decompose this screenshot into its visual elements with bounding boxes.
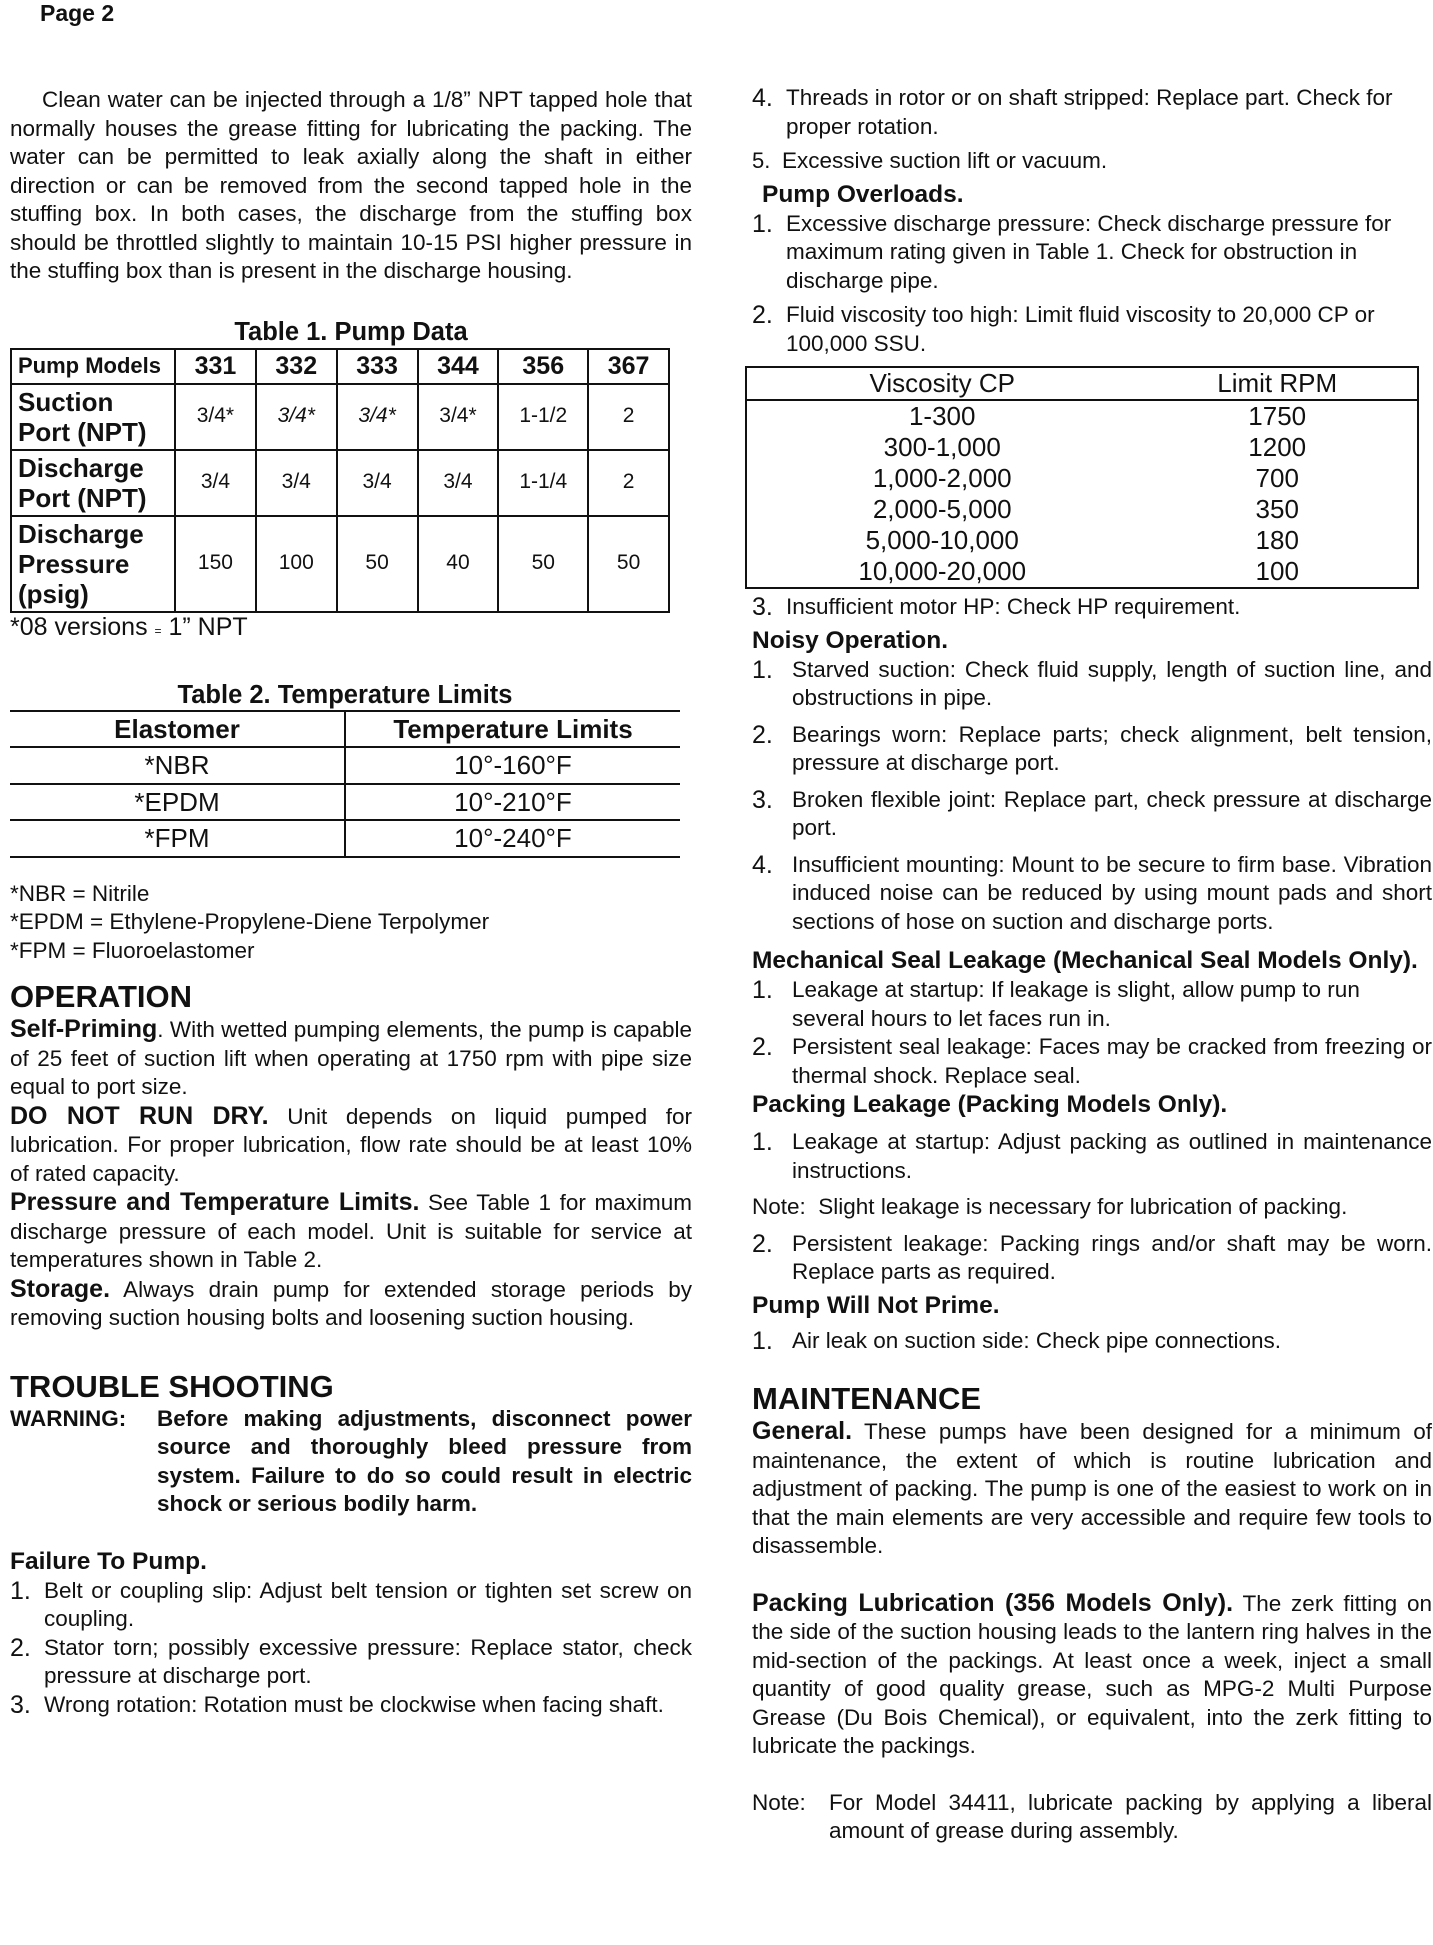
item-text: Persistent leakage: Packing rings and/or shaft may be worn. Replace parts as required. <box>792 1230 1432 1284</box>
table-row <box>746 525 1418 556</box>
operation-paragraph <box>10 1102 692 1189</box>
item-text: Fluid viscosity too high: Limit fluid viscosity to 20,000 CP or 100,000 SSU. <box>786 302 1375 356</box>
table-cell: 1200 <box>1248 432 1307 462</box>
table-cell: 10°-210°F <box>345 784 680 821</box>
table-row <box>746 463 1418 494</box>
operation-heading: OPERATION <box>10 979 192 1014</box>
list-item <box>10 1634 692 1691</box>
row-label: Suction Port (NPT) <box>11 384 175 450</box>
elastomer-legend <box>10 880 692 966</box>
table-cell: 3/4* <box>175 384 256 450</box>
item-number: 2. <box>752 301 773 329</box>
item-number: 3. <box>752 593 773 621</box>
footnote-equals: = <box>154 623 162 638</box>
maintenance-heading: MAINTENANCE <box>752 1381 982 1416</box>
seal-list <box>752 976 1432 1090</box>
list-item <box>752 84 1432 141</box>
table-cell: *FPM <box>10 820 345 857</box>
item-number: 1. <box>752 1128 773 1156</box>
legend-item: *NBR = Nitrile <box>10 880 150 906</box>
noisy-list <box>752 656 1432 937</box>
item-number: 3. <box>752 785 773 814</box>
table-row <box>11 516 669 612</box>
legend-item: *FPM = Fluoroelastomer <box>10 937 255 963</box>
table-header: 356 <box>498 349 588 384</box>
table2-title: Table 2. Temperature Limits <box>177 681 513 709</box>
failure-heading: Failure To Pump. <box>10 1547 207 1575</box>
table-cell: 2 <box>588 450 669 516</box>
list-item <box>752 593 1432 622</box>
item-number: 4. <box>752 84 773 112</box>
table-cell: 10°-240°F <box>345 820 680 857</box>
table-cell: 1,000-2,000 <box>872 463 1012 493</box>
item-number: 5. <box>752 148 771 173</box>
operation-paragraph <box>10 1275 692 1333</box>
table-row <box>11 384 669 450</box>
noisy-heading: Noisy Operation. <box>752 626 949 654</box>
item-text: Air leak on suction side: Check pipe connections. <box>792 1327 1282 1353</box>
list-item <box>752 1033 1432 1090</box>
table-cell: 10,000-20,000 <box>858 556 1027 586</box>
table-cell: 50 <box>588 516 669 612</box>
table-row <box>10 820 680 857</box>
left-column <box>10 86 692 1719</box>
item-text: Persistent seal leakage: Faces may be cracked from freezing or thermal shock. Replace seal. <box>792 1034 1432 1088</box>
table-cell: *NBR <box>10 747 345 784</box>
table1-title: Table 1. Pump Data <box>234 317 468 346</box>
table-cell: 2,000-5,000 <box>872 494 1012 524</box>
trouble-shooting-heading: TROUBLE SHOOTING <box>10 1368 334 1404</box>
paragraph-text: These pumps have been designed for a minimum of maintenance, the extent of which is routine lubrication and adjustment of packing. The pump is one of the easiest to work on in that the main elements are very accessible and require few tools to disassemble. <box>752 1419 1432 1558</box>
table-row <box>746 432 1418 463</box>
item-text: Excessive suction lift or vacuum. <box>782 148 1108 173</box>
viscosity-table <box>745 366 1419 589</box>
list-item <box>752 721 1432 778</box>
table-header: 344 <box>418 349 499 384</box>
packing-lubrication-paragraph <box>752 1589 1432 1761</box>
list-item <box>752 1327 1432 1356</box>
footnote-text: *08 versions <box>10 612 148 641</box>
table-header: 333 <box>337 349 418 384</box>
item-text: Stator torn; possibly excessive pressure: Replace stator, check pressure at discharge port. <box>44 1634 692 1688</box>
list-item <box>10 1691 692 1720</box>
packing-list-continued <box>752 1230 1432 1287</box>
table-cell: 3/4 <box>337 450 418 516</box>
packing-note: Note: Slight leakage is necessary for lubrication of packing. <box>752 1194 1348 1219</box>
item-text: Insufficient mounting: Mount to be secure to firm base. Vibration induced noise can be reduced by using mount pads and short sections of hose on suction and discharge ports. <box>792 851 1432 934</box>
table-cell: 50 <box>498 516 588 612</box>
table-cell: 150 <box>175 516 256 612</box>
overloads-list-continued <box>752 593 1432 622</box>
table-cell: 3/4 <box>175 450 256 516</box>
note-label: Note: <box>752 1789 806 1815</box>
legend-item: *EPDM = Ethylene-Propylene-Diene Terpolymer <box>10 909 490 934</box>
list-item <box>752 656 1432 713</box>
item-number: 1. <box>752 1326 773 1355</box>
table-header: 332 <box>256 349 337 384</box>
warning-text: Before making adjustments, disconnect power source and thoroughly bleed pressure from system. Failure to do so could result in electric shock or serious bodily harm. <box>157 1405 692 1516</box>
general-paragraph <box>752 1417 1432 1561</box>
table-cell: 100 <box>256 516 337 612</box>
row-label: Discharge Port (NPT) <box>11 450 175 516</box>
item-text: Insufficient motor HP: Check HP requirement. <box>786 594 1241 619</box>
pump-data-table <box>10 348 670 613</box>
table-header: Temperature Limits <box>345 711 680 748</box>
paragraph-text: . With wetted pumping elements, the pump is capable of 25 feet of suction lift when operating at 1750 rpm with pipe size equal to port size. <box>10 1017 692 1099</box>
table-cell: 1-1/2 <box>498 384 588 450</box>
row-label: Discharge Pressure (psig) <box>11 516 175 612</box>
table-cell: 350 <box>1255 494 1299 524</box>
table-cell: 5,000-10,000 <box>865 525 1019 555</box>
table-header: Viscosity CP <box>746 367 1137 400</box>
paragraph-text: See Table 1 for maximum discharge pressure of each model. Unit is suitable for service at temperatures shown in Table 2. <box>10 1190 692 1272</box>
table-row <box>746 400 1418 432</box>
operation-paragraph <box>10 1188 692 1275</box>
paragraph-lead: Self-Priming <box>10 1015 158 1043</box>
packing-list <box>752 1128 1432 1185</box>
list-item <box>10 1577 692 1634</box>
item-text: Leakage at startup: Adjust packing as outlined in maintenance instructions. <box>792 1129 1432 1183</box>
prime-heading: Pump Will Not Prime. <box>752 1291 1000 1319</box>
footnote-value: 1” NPT <box>168 612 248 641</box>
item-number: 2. <box>752 1229 773 1258</box>
table1-footnote <box>10 613 692 646</box>
table-row <box>746 494 1418 525</box>
failure-list-continued <box>752 84 1432 176</box>
list-item <box>752 786 1432 843</box>
item-number: 2. <box>752 1033 773 1061</box>
table-row <box>746 556 1418 588</box>
item-text: Belt or coupling slip: Adjust belt tension or tighten set screw on coupling. <box>44 1577 692 1631</box>
table-header: 367 <box>588 349 669 384</box>
item-text: Starved suction: Check fluid supply, length of suction line, and obstructions in pipe. <box>792 656 1432 710</box>
item-number: 4. <box>752 850 773 879</box>
item-text: Leakage at startup: If leakage is slight, allow pump to run several hours to let faces run in. <box>792 977 1360 1031</box>
item-number: 3. <box>10 1690 31 1719</box>
table-cell: 1750 <box>1248 401 1307 431</box>
right-column <box>752 84 1432 1846</box>
paragraph-lead: Pressure and Temperature Limits. <box>10 1188 420 1216</box>
list-item <box>752 1128 1432 1185</box>
intro-paragraph: Clean water can be injected through a 1/8” NPT tapped hole that normally houses the grease fitting for lubricating the packing. The water can be permitted to leak axially along the shaft in either direction or can be removed from the second tapped hole in the stuffing box. In both cases, the discharge from the stuffing box should be throttled slightly to maintain 10-15 PSI higher pressure in the stuffing box than is present in the discharge housing. <box>10 87 692 283</box>
item-text: Threads in rotor or on shaft stripped: Replace part. Check for proper rotation. <box>786 85 1393 139</box>
table-cell: 10°-160°F <box>345 747 680 784</box>
operation-paragraph <box>10 1015 692 1102</box>
item-text: Broken flexible joint: Replace part, check pressure at discharge port. <box>792 786 1432 840</box>
item-number: 2. <box>10 1633 31 1662</box>
prime-list <box>752 1327 1432 1356</box>
table-cell: 3/4 <box>418 450 499 516</box>
table-cell: *EPDM <box>10 784 345 821</box>
item-number: 1. <box>752 209 773 238</box>
table-row <box>11 349 669 384</box>
list-item <box>752 210 1432 296</box>
list-item <box>752 976 1432 1033</box>
table-cell: 300-1,000 <box>883 432 1001 462</box>
table-header: Elastomer <box>10 711 345 748</box>
paragraph-lead: Packing Lubrication (356 Models Only). <box>752 1588 1234 1617</box>
list-item <box>752 147 1432 176</box>
table-cell: 2 <box>588 384 669 450</box>
paragraph-text: Always drain pump for extended storage periods by removing suction housing bolts and loosening suction housing. <box>10 1276 692 1330</box>
table-row <box>746 367 1418 400</box>
page-number: Page 2 <box>40 0 115 26</box>
table-row <box>10 711 680 748</box>
list-item <box>752 851 1432 937</box>
table-cell: 3/4* <box>256 384 337 450</box>
table-cell: 100 <box>1255 556 1299 586</box>
overloads-list <box>752 210 1432 359</box>
table-header: Limit RPM <box>1137 367 1418 400</box>
table-row <box>10 784 680 821</box>
table-header: Pump Models <box>11 349 175 384</box>
paragraph-lead: DO NOT RUN DRY. <box>10 1101 269 1130</box>
table-row <box>10 747 680 784</box>
list-item <box>752 301 1432 358</box>
seal-heading: Mechanical Seal Leakage (Mechanical Seal Models Only). <box>752 947 1418 974</box>
table-cell: 50 <box>337 516 418 612</box>
table-header: 331 <box>175 349 256 384</box>
item-number: 1. <box>752 976 773 1004</box>
warning-block <box>10 1405 692 1519</box>
item-text: Excessive discharge pressure: Check discharge pressure for maximum rating given in Table 1. Check for obstruction in discharge pipe. <box>786 210 1392 293</box>
paragraph-text: Unit depends on liquid pumped for lubrication. For proper lubrication, flow rate should be at least 10% of rated capacity. <box>10 1103 692 1186</box>
table-cell: 3/4* <box>418 384 499 450</box>
table-cell: 1-1/4 <box>498 450 588 516</box>
table-cell: 3/4 <box>256 450 337 516</box>
packing-heading: Packing Leakage (Packing Models Only). <box>752 1091 1228 1118</box>
table-row <box>11 450 669 516</box>
table-cell: 40 <box>418 516 499 612</box>
paragraph-lead: Storage. <box>10 1274 111 1303</box>
temperature-table <box>10 710 680 858</box>
maintenance-note <box>752 1789 1432 1846</box>
item-number: 2. <box>752 720 773 749</box>
paragraph-lead: General. <box>752 1417 853 1445</box>
item-number: 1. <box>10 1576 31 1605</box>
list-item <box>752 1230 1432 1287</box>
warning-label: WARNING: <box>10 1405 127 1431</box>
item-text: Bearings worn: Replace parts; check alignment, belt tension, pressure at discharge port. <box>792 721 1432 775</box>
table-cell: 180 <box>1255 525 1299 555</box>
table-cell: 3/4* <box>337 384 418 450</box>
paragraph-text: The zerk fitting on the side of the suction housing leads to the lantern ring halves in the mid-section of the packings. At least once a week, inject a small quantity of good quality grease, such as MPG-2 Multi Purpose Grease (Du Bois Chemical), or equivalent, into the zerk fitting to lubricate the packings. <box>752 1590 1433 1758</box>
item-text: Wrong rotation: Rotation must be clockwise when facing shaft. <box>44 1691 664 1717</box>
overloads-heading: Pump Overloads. <box>762 180 964 208</box>
failure-list <box>10 1577 692 1720</box>
table-cell: 1-300 <box>908 401 976 431</box>
item-number: 1. <box>752 655 773 684</box>
table-cell: 700 <box>1255 463 1299 493</box>
note-text: For Model 34411, lubricate packing by applying a liberal amount of grease during assembly. <box>829 1789 1432 1843</box>
